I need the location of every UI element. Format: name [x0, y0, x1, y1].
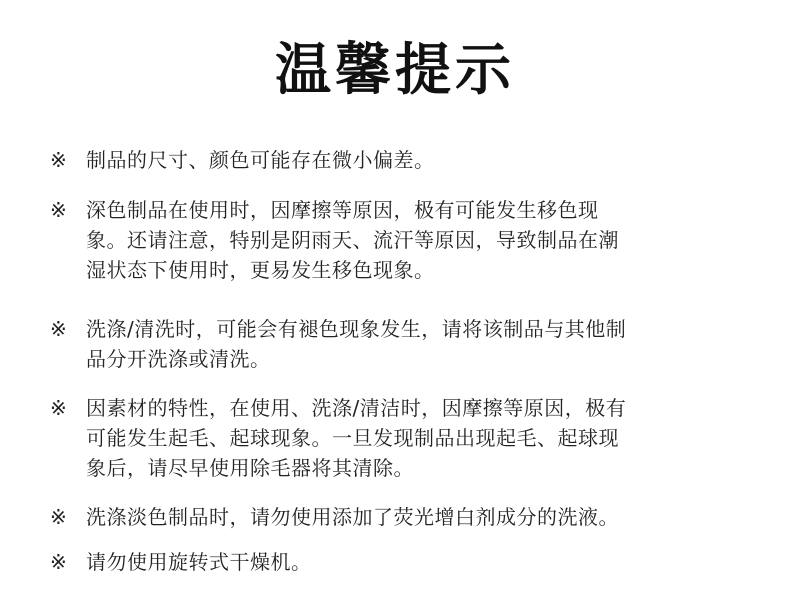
- reference-mark-icon: ※: [50, 198, 67, 222]
- page-title: 温馨提示: [275, 38, 515, 103]
- reference-mark-icon: ※: [50, 505, 67, 529]
- reference-mark-icon: ※: [50, 550, 67, 574]
- notice-item: [50, 195, 740, 285]
- notice-text: 洗涤淡色制品时，请勿使用添加了荧光增白剂成分的洗液。: [86, 505, 619, 529]
- notice-text: 深色制品在使用时，因摩擦等原因，极有可能发生移色现 象。还请注意，特别是阴雨天、流汗等原因，导致制品在潮 湿状态下使用时，更易发生移色现象。: [86, 198, 619, 282]
- notice-text: 洗涤/清洗时，可能会有褪色现象发生，请将该制品与其他制 品分开洗涤或清洗。: [86, 317, 627, 371]
- reference-mark-icon: ※: [50, 148, 67, 172]
- notice-item: [50, 314, 740, 374]
- notice-text: 因素材的特性，在使用、洗涤/清洁时，因摩擦等原因，极有 可能发生起毛、起球现象。一旦发现制品出现起毛、起球现 象后，请尽早使用除毛器将其清除。: [86, 396, 627, 480]
- notice-item: [50, 547, 740, 577]
- notice-text: 请勿使用旋转式干燥机。: [86, 550, 312, 574]
- notice-item: [50, 502, 740, 532]
- notice-item: [50, 145, 740, 175]
- reference-mark-icon: ※: [50, 396, 67, 420]
- reference-mark-icon: ※: [50, 317, 67, 341]
- notice-item: [50, 393, 740, 483]
- notice-text: 制品的尺寸、颜色可能存在微小偏差。: [86, 148, 435, 172]
